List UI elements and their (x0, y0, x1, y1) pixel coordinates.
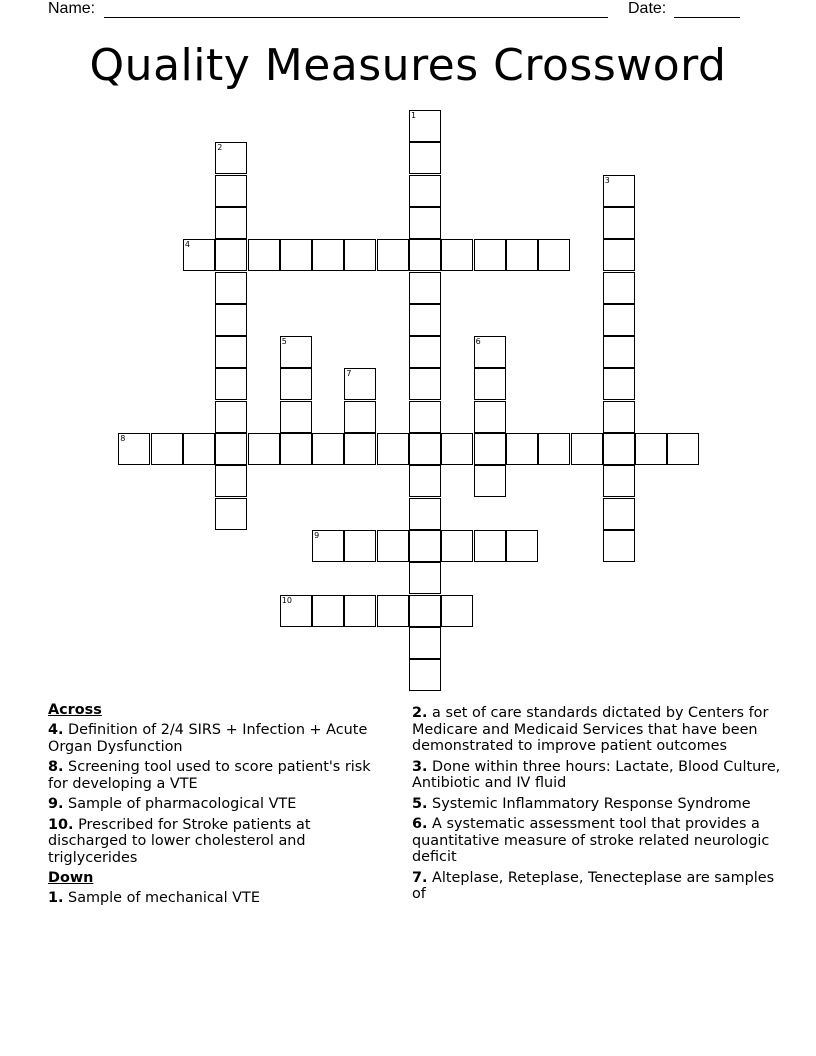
grid-cell[interactable] (441, 433, 473, 465)
grid-cell[interactable] (603, 304, 635, 336)
grid-cell[interactable] (603, 272, 635, 304)
grid-cell[interactable] (377, 433, 409, 465)
grid-cell[interactable] (409, 562, 441, 594)
clue-text: A systematic assessment tool that provides a quantitative measure of stroke related neurologic deficit (412, 816, 770, 865)
grid-cell[interactable] (344, 530, 376, 562)
grid-cell[interactable] (409, 207, 441, 239)
grid-cell[interactable] (215, 272, 247, 304)
clue-text: Screening tool used to score patient's risk for developing a VTE (48, 759, 371, 792)
grid-cell[interactable] (377, 239, 409, 271)
clues-left-column (48, 702, 393, 911)
cell-number: 3 (604, 175, 610, 185)
name-label: Name: (48, 0, 96, 17)
clue-number: 6. (412, 816, 428, 832)
grid-cell[interactable] (312, 239, 344, 271)
grid-cell[interactable] (118, 433, 150, 465)
clue-item (48, 722, 393, 755)
grid-cell[interactable] (377, 595, 409, 627)
clue-item (48, 817, 393, 867)
grid-cell[interactable] (215, 207, 247, 239)
grid-cell[interactable] (474, 401, 506, 433)
grid-cell[interactable] (409, 659, 441, 691)
down-clue-list-continued (412, 705, 782, 903)
clue-text: Done within three hours: Lactate, Blood Culture, Antibiotic and IV fluid (412, 758, 781, 791)
grid-cell[interactable] (409, 142, 441, 174)
grid-cell[interactable] (506, 530, 538, 562)
grid-cell[interactable] (409, 627, 441, 659)
grid-cell[interactable] (183, 239, 215, 271)
cell-number: 7 (346, 369, 352, 379)
clue-number: 1. (48, 890, 64, 906)
clue-item (412, 816, 782, 866)
across-heading: Across (48, 702, 102, 718)
clue-text: Sample of mechanical VTE (63, 890, 260, 906)
cell-number: 4 (184, 240, 190, 250)
grid-cell[interactable] (248, 239, 280, 271)
grid-cell[interactable] (603, 368, 635, 400)
grid-cell[interactable] (280, 368, 312, 400)
grid-cell[interactable] (538, 433, 570, 465)
grid-cell[interactable] (344, 239, 376, 271)
grid-cell[interactable] (474, 433, 506, 465)
clue-number: 3. (412, 758, 428, 775)
grid-cell[interactable] (603, 465, 635, 497)
grid-cell[interactable] (603, 175, 635, 207)
cell-number: 5 (281, 337, 287, 347)
grid-cell[interactable] (603, 336, 635, 368)
cell-number: 9 (314, 530, 320, 540)
clue-number: 7. (412, 869, 428, 886)
clue-text: Alteplase, Reteplase, Tenecteplase are samples of (412, 869, 775, 902)
clue-number: 5. (412, 795, 428, 812)
grid-cell[interactable] (603, 433, 635, 465)
clue-text: a set of care standards dictated by Centers for Medicare and Medicaid Services that have been demonstrated to improve patient outcomes (412, 705, 769, 754)
clue-item (412, 759, 782, 792)
clues-right-column (412, 702, 782, 907)
grid-cell[interactable] (667, 433, 699, 465)
grid-cell[interactable] (280, 239, 312, 271)
clue-item (48, 890, 393, 907)
down-heading: Down (48, 870, 94, 886)
grid-cell[interactable] (215, 304, 247, 336)
grid-cell[interactable] (409, 239, 441, 271)
clue-item (412, 796, 782, 813)
clue-number: 10. (48, 816, 74, 833)
grid-cell[interactable] (409, 498, 441, 530)
cell-number: 2 (217, 143, 223, 153)
grid-cell[interactable] (409, 530, 441, 562)
clue-item (412, 870, 782, 903)
grid-cell[interactable] (215, 498, 247, 530)
page-title: Quality Measures Crossword (89, 40, 727, 91)
grid-cell[interactable] (603, 239, 635, 271)
grid-cell[interactable] (215, 401, 247, 433)
grid-cell[interactable] (538, 239, 570, 271)
grid-cell[interactable] (215, 336, 247, 368)
grid-cell[interactable] (474, 336, 506, 368)
across-clue-list (48, 722, 393, 866)
grid-cell[interactable] (215, 142, 247, 174)
clue-item (48, 759, 393, 792)
grid-cell[interactable] (215, 175, 247, 207)
grid-cell[interactable] (506, 239, 538, 271)
grid-cell[interactable] (409, 465, 441, 497)
clue-number: 2. (412, 705, 428, 721)
cell-number: 8 (120, 434, 126, 443)
grid-cell[interactable] (409, 368, 441, 400)
grid-cell[interactable] (344, 401, 376, 433)
grid-cell[interactable] (603, 530, 635, 562)
grid-cell[interactable] (409, 336, 441, 368)
clue-text: Prescribed for Stroke patients at discharged to lower cholesterol and triglycerides (48, 816, 311, 866)
clue-text: Sample of pharmacological VTE (63, 796, 297, 812)
grid-cell[interactable] (215, 239, 247, 271)
grid-cell[interactable] (506, 433, 538, 465)
grid-cell[interactable] (474, 530, 506, 562)
grid-cell[interactable] (344, 368, 376, 400)
grid-cell[interactable] (409, 595, 441, 627)
grid-cell[interactable] (215, 465, 247, 497)
grid-cell[interactable] (409, 110, 441, 142)
grid-cell[interactable] (441, 595, 473, 627)
grid-cell[interactable] (635, 433, 667, 465)
grid-cell[interactable] (603, 207, 635, 239)
clue-number: 4. (48, 722, 64, 738)
clue-text: Definition of 2/4 SIRS + Infection + Acute Organ Dysfunction (48, 722, 368, 755)
clue-item (48, 796, 393, 813)
grid-cell[interactable] (571, 433, 603, 465)
clue-number: 8. (48, 759, 64, 775)
grid-cell[interactable] (377, 530, 409, 562)
grid-cell[interactable] (280, 595, 312, 627)
clue-item (412, 705, 782, 755)
grid-cell[interactable] (215, 433, 247, 465)
cell-number: 1 (411, 111, 417, 120)
grid-cell[interactable] (312, 595, 344, 627)
grid-cell[interactable] (474, 368, 506, 400)
grid-cell[interactable] (603, 498, 635, 530)
grid-cell[interactable] (280, 336, 312, 368)
grid-cell[interactable] (409, 175, 441, 207)
grid-cell[interactable] (151, 433, 183, 465)
grid-cell[interactable] (183, 433, 215, 465)
grid-cell[interactable] (409, 401, 441, 433)
date-label: Date: (628, 0, 667, 17)
grid-cell[interactable] (280, 433, 312, 465)
cell-number: 10 (281, 595, 292, 605)
grid-cell[interactable] (344, 433, 376, 465)
grid-cell[interactable] (248, 433, 280, 465)
grid-cell[interactable] (312, 433, 344, 465)
grid-cell[interactable] (344, 595, 376, 627)
clue-number: 9. (48, 796, 64, 812)
clue-text: Systemic Inflammatory Response Syndrome (427, 795, 751, 812)
cell-number: 6 (475, 337, 481, 347)
down-clue-list (48, 890, 393, 907)
grid-cell[interactable] (474, 239, 506, 271)
grid-cell[interactable] (441, 530, 473, 562)
grid-cell[interactable] (280, 401, 312, 433)
grid-cell[interactable] (441, 239, 473, 271)
grid-cell[interactable] (215, 368, 247, 400)
grid-cell[interactable] (409, 304, 441, 336)
grid-cell[interactable] (409, 272, 441, 304)
grid-cell[interactable] (312, 530, 344, 562)
grid-cell[interactable] (603, 401, 635, 433)
grid-cell[interactable] (474, 465, 506, 497)
grid-cell[interactable] (409, 433, 441, 465)
